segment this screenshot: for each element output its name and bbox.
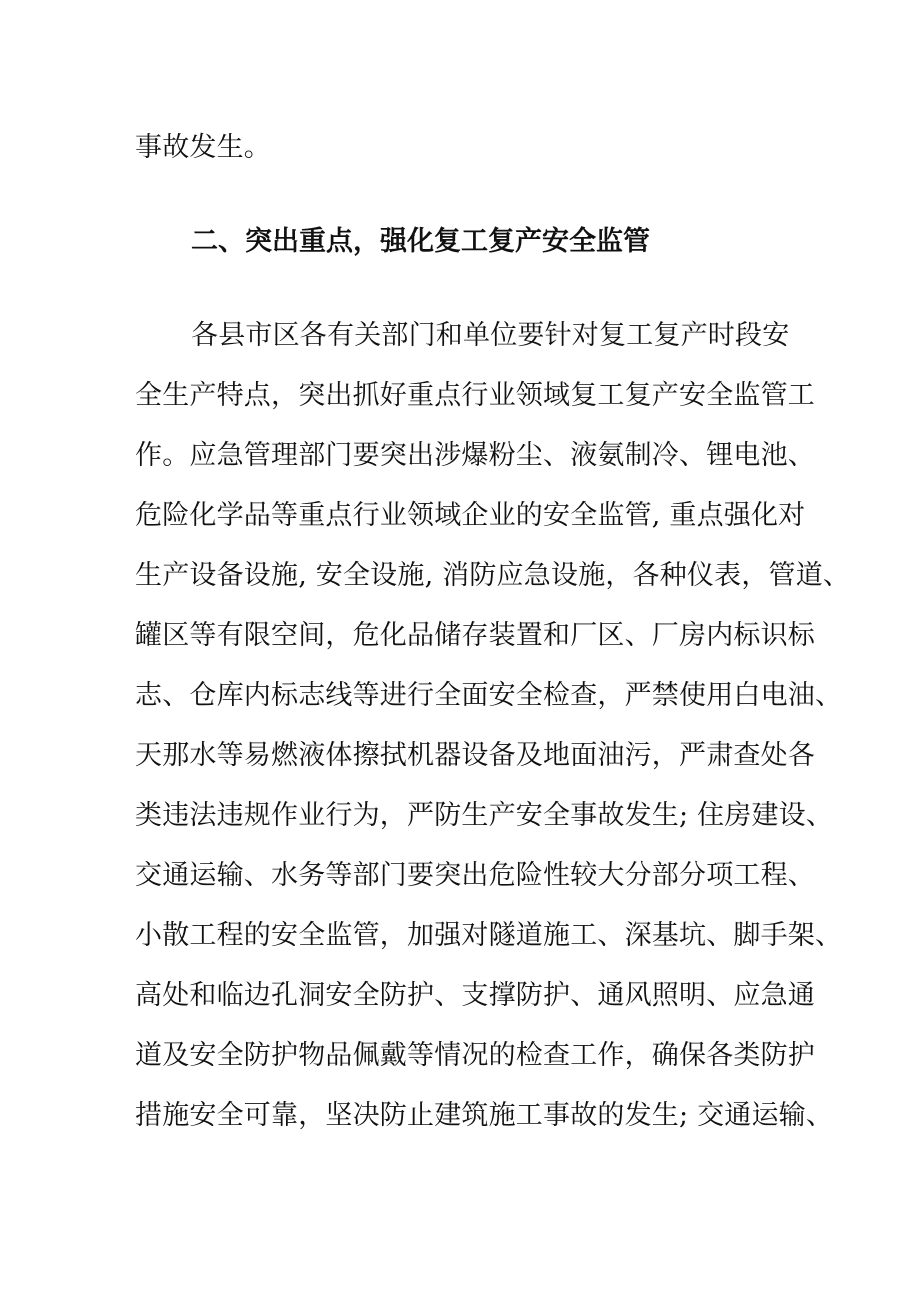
paragraph-line: 小散工程的安全监管，加强对隧道施工、深基坑、脚手架、 <box>135 920 843 951</box>
paragraph-line: 全生产特点，突出抓好重点行业领域复工复产安全监管工 <box>135 380 815 411</box>
paragraph-line: 措施安全可靠，坚决防止建筑施工事故的发生; 交通运输、 <box>135 1100 834 1131</box>
paragraph-line: 交通运输、水务等部门要突出危险性较大分部分项工程、 <box>135 860 815 891</box>
paragraph-line: 高处和临边孔洞安全防护、支撑防护、通风照明、应急通 <box>135 980 815 1011</box>
paragraph-line: 天那水等易燃液体擦拭机器设备及地面油污，严肃查处各 <box>135 740 815 771</box>
paragraph-line: 道及安全防护物品佩戴等情况的检查工作，确保各类防护 <box>135 1040 815 1071</box>
paragraph-line: 罐区等有限空间，危化品储存装置和厂区、厂房内标识标 <box>135 620 815 651</box>
paragraph-line: 志、仓库内标志线等进行全面安全检查，严禁使用白电油、 <box>135 680 843 711</box>
paragraph-line: 作。应急管理部门要突出涉爆粉尘、液氨制冷、锂电池、 <box>135 440 815 471</box>
paragraph-line: 类违法违规作业行为，严防生产安全事故发生; 住房建设、 <box>135 800 834 831</box>
paragraph-line: 各县市区各有关部门和单位要针对复工复产时段安 <box>191 320 790 351</box>
continuation-text: 事故发生。 <box>135 132 271 163</box>
section-heading: 二、突出重点，强化复工复产安全监管 <box>191 226 650 257</box>
paragraph-line: 生产设备设施, 安全设施, 消防应急设施，各种仪表，管道、 <box>135 560 851 591</box>
paragraph-line: 危险化学品等重点行业领域企业的安全监管, 重点强化对 <box>135 500 806 531</box>
